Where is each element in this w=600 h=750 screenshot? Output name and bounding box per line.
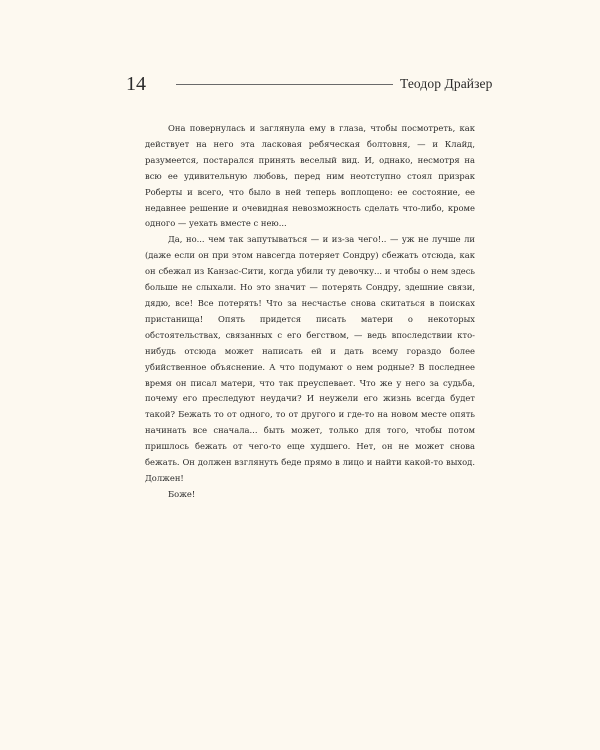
paragraph: Да, но... чем так запутываться — и из-за чего!.. — уж не лучше ли (даже если он при этом навсегда потеряет Сондру) сбежать отсюда, как он сбежал из Канзас-Сити, когда убили ту девочку... и чтобы о нем здесь больше не слыхали. Но это значит — потерять Сондру, здешние связи, дядю, все! Все потерять! Что за несчастье снова скитаться в поисках пристанища! Опять придется писать матери о некоторых обстоятельствах, связанных с его бегством, — ведь впоследствии кто-нибудь отсюда может написать ей и дать всему гораздо более убийственное объяснение. А что подумают о нем родные? В последнее время он писал матери, что так преуспевает. Что же у него за судьба, почему его преследуют неудачи? И неужели его жизнь всегда будет такой? Бежать то от одного, то от другого и где-то на новом месте опять начинать все сначала... быть может, только для того, чтобы потом пришлось бежать от чего-то еще худшего. Нет, он не может снова бежать. Он должен взглянуть беде прямо в лицо и найти какой-то выход. Должен! bbox=[145, 234, 475, 483]
page-number: 14 bbox=[126, 73, 146, 95]
body-text bbox=[145, 121, 475, 503]
paragraph: Она повернулась и заглянула ему в глаза, чтобы посмотреть, как действует на него эта ласковая ребяческая болтовня, — и Клайд, разумеется, постарался принять веселый вид. И, однако, несмотря на всю ее удивительную любовь, перед ним неотступно стоял призрак Роберты и всего, что было в ней теперь воплощено: ее состояние, ее недавнее решение и очевидная невозможность сделать что-либо, кроме одного — уехать вместе с нею... bbox=[145, 123, 475, 229]
header-rule bbox=[176, 84, 393, 85]
paragraph: Боже! bbox=[168, 488, 196, 499]
running-head-author: Теодор Драйзер bbox=[400, 76, 493, 91]
